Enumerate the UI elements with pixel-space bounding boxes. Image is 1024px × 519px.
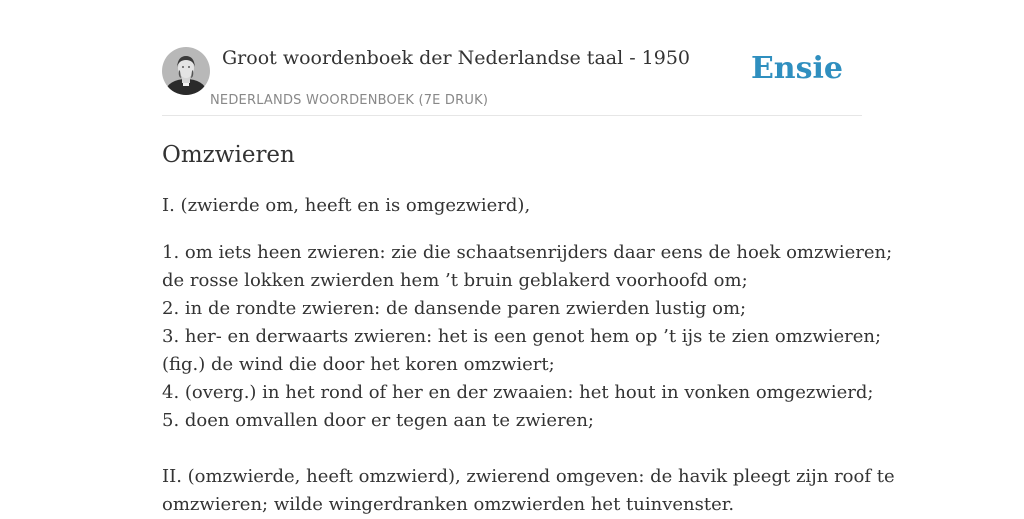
header-divider (162, 115, 862, 116)
definition-line: (fig.) de wind die door het koren omzwiert; (162, 354, 555, 375)
entry-grammar: I. (zwierde om, heeft en is omgezwierd), (162, 195, 531, 216)
definition-line: 2. in de rondte zwieren: de dansende paren zwierden lustig om; (162, 298, 747, 319)
book-subtitle[interactable]: NEDERLANDS WOORDENBOEK (7E DRUK) (210, 93, 489, 108)
entry-definition (162, 239, 895, 519)
book-title[interactable]: Groot woordenboek der Nederlandse taal - 1950 (222, 47, 691, 69)
definition-line: 4. (overg.) in het rond of her en der zwaaien: het hout in vonken omgezwierd; (162, 382, 874, 403)
second-sense-line: II. (omzwierde, heeft omzwierd), zwierend omgeven: de havik pleegt zijn roof te (162, 466, 895, 487)
author-avatar[interactable] (162, 47, 210, 95)
definition-line: 5. doen omvallen door er tegen aan te zwieren; (162, 410, 594, 431)
author-portrait-icon (162, 47, 210, 95)
brand-logo-link[interactable]: Ensie (750, 51, 843, 86)
second-sense-line: omzwieren; wilde wingerdranken omzwierden het tuinvenster. (162, 494, 735, 515)
entry-headword: Omzwieren (162, 142, 295, 168)
definition-line: 1. om iets heen zwieren: zie die schaatsenrijders daar eens de hoek omzwieren; (162, 242, 893, 263)
paragraph-gap (162, 435, 862, 463)
definition-line: 3. her- en derwaarts zwieren: het is een genot hem op ’t ijs te zien omzwieren; (162, 326, 882, 347)
definition-line: de rosse lokken zwierden hem ’t bruin geblakerd voorhoofd om; (162, 270, 748, 291)
